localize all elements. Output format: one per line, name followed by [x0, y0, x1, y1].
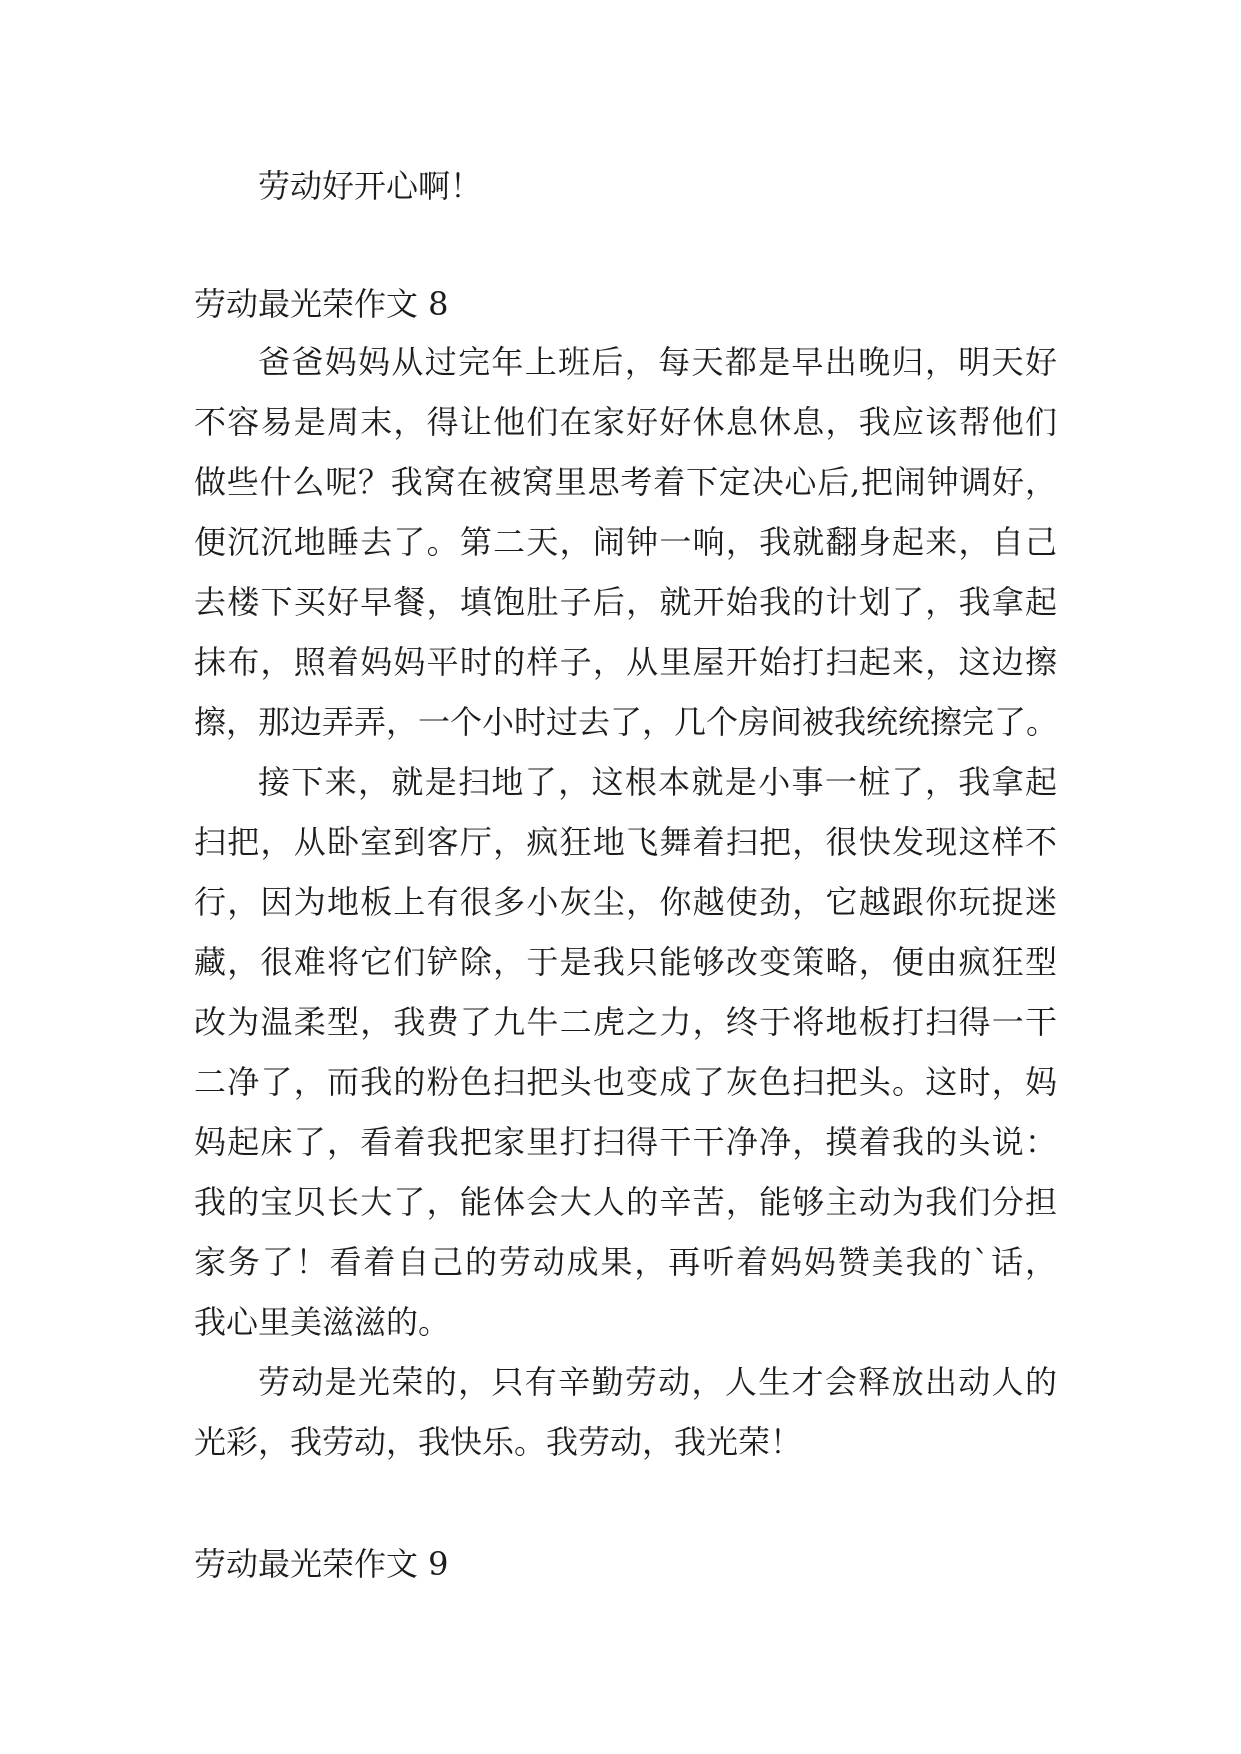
- paragraph-line: 爸爸妈妈从过完年上班后，每天都是早出晚归，明天好: [258, 343, 1057, 381]
- paragraph-line: 行，因为地板上有很多小灰尘，你越使劲，它越跟你玩捉迷: [194, 883, 1057, 921]
- essay-heading: 劳动最光荣作文 9: [194, 1545, 449, 1583]
- paragraph-line: 扫把，从卧室到客厅，疯狂地飞舞着扫把，很快发现这样不: [194, 823, 1057, 861]
- intro-paragraph: [194, 156, 1057, 216]
- paragraph-line: 不容易是周末，得让他们在家好好休息休息，我应该帮他们: [194, 403, 1057, 441]
- paragraph-line: 劳动是光荣的，只有辛勤劳动，人生才会释放出动人的: [258, 1363, 1057, 1401]
- paragraph: [194, 752, 1057, 1352]
- paragraph-line: 抹布，照着妈妈平时的样子，从里屋开始打扫起来，这边擦: [194, 643, 1057, 681]
- essay-heading: 劳动最光荣作文 8: [194, 285, 449, 323]
- paragraph-line: 二净了，而我的粉色扫把头也变成了灰色扫把头。这时，妈: [194, 1063, 1057, 1101]
- paragraph-line: 去楼下买好早餐，填饱肚子后，就开始我的计划了，我拿起: [194, 583, 1057, 621]
- paragraph-line: 我心里美滋滋的。: [194, 1303, 451, 1341]
- paragraph-line: 便沉沉地睡去了。第二天，闹钟一响，我就翻身起来，自己: [194, 523, 1057, 561]
- paragraph-line: 我的宝贝长大了，能体会大人的辛苦，能够主动为我们分担: [194, 1183, 1057, 1221]
- paragraph-line: 藏，很难将它们铲除，于是我只能够改变策略，便由疯狂型: [194, 943, 1057, 981]
- paragraph-line: 做些什么呢？我窝在被窝里思考着下定决心后,把闹钟调好，: [194, 463, 1057, 501]
- essay-body: [194, 332, 1057, 1472]
- paragraph-line: 改为温柔型，我费了九牛二虎之力，终于将地板打扫得一干: [194, 1003, 1057, 1041]
- paragraph: [194, 1352, 1057, 1472]
- paragraph-line: 家务了！看着自己的劳动成果，再听着妈妈赞美我的`话，: [194, 1243, 1057, 1281]
- paragraph-line: 光彩，我劳动，我快乐。我劳动，我光荣！: [194, 1423, 803, 1461]
- paragraph-line: 妈起床了，看着我把家里打扫得干干净净，摸着我的头说：: [194, 1123, 1057, 1161]
- paragraph-line: 劳动好开心啊！: [258, 167, 483, 205]
- paragraph-line: 接下来，就是扫地了，这根本就是小事一桩了，我拿起: [258, 763, 1057, 801]
- paragraph-line: 擦，那边弄弄，一个小时过去了，几个房间被我统统擦完了。: [194, 703, 1059, 741]
- paragraph: [194, 332, 1057, 752]
